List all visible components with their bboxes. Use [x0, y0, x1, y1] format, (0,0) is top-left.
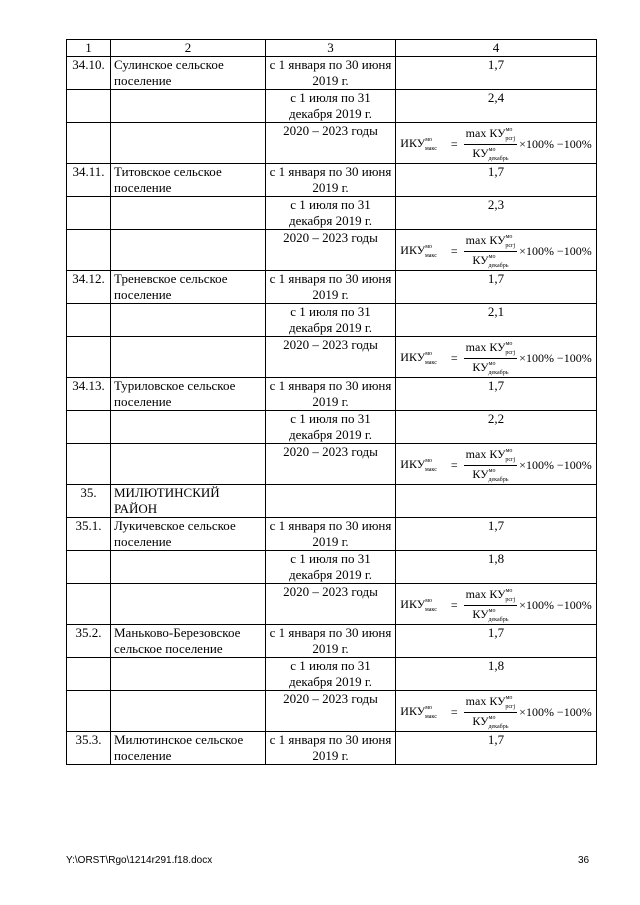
- formula-den-sub: декабрь: [488, 262, 509, 269]
- empty-cell: [67, 337, 111, 378]
- settlement-name: Треневское сельское поселение: [111, 271, 266, 304]
- formula-numerator: [464, 232, 518, 252]
- settlement-name: Лукичевское сельское поселение: [111, 518, 266, 551]
- formula-den-sub: декабрь: [488, 616, 509, 623]
- formula-num-sub: рсгj: [505, 349, 516, 356]
- formula-lhs: [400, 596, 449, 615]
- formula-lhs-text: ИКУ: [400, 349, 426, 364]
- formula-den-text: КУ: [472, 606, 489, 621]
- period-second-half: с 1 июля по 31 декабря 2019 г.: [266, 551, 396, 584]
- table-row: [67, 444, 597, 485]
- formula-num-text: max КУ: [465, 125, 506, 140]
- period-first-half: с 1 января по 30 июня 2019 г.: [266, 57, 396, 90]
- formula-den-sup: мо: [488, 714, 496, 721]
- header-col-1: 1: [67, 40, 111, 57]
- formula-den-sub: декабрь: [488, 369, 509, 376]
- empty-cell: [111, 551, 266, 584]
- period-first-half: с 1 января по 30 июня 2019 г.: [266, 732, 396, 765]
- formula-lhs: [400, 456, 449, 475]
- formula-tail: ×100% −100%: [519, 705, 592, 719]
- footer-page-number: 36: [578, 855, 590, 866]
- formula-num-sub: рсгj: [505, 456, 516, 463]
- formula-tail: ×100% −100%: [519, 458, 592, 472]
- index-value-second-half: 1,8: [396, 551, 597, 584]
- table-row: [67, 551, 597, 584]
- period-second-half: с 1 июля по 31 декабря 2019 г.: [266, 304, 396, 337]
- formula: [399, 444, 593, 484]
- index-value-first-half: 1,7: [396, 732, 597, 765]
- table-row: [67, 164, 597, 197]
- header-col-4: 4: [396, 40, 597, 57]
- period-second-half: с 1 июля по 31 декабря 2019 г.: [266, 197, 396, 230]
- formula-num-text: max КУ: [465, 693, 506, 708]
- table-row: [67, 230, 597, 271]
- empty-cell: [67, 584, 111, 625]
- index-value-first-half: 1,7: [396, 518, 597, 551]
- empty-cell: [111, 230, 266, 271]
- period-2020-2023: 2020 – 2023 годы: [266, 444, 396, 485]
- index-value-first-half: 1,7: [396, 625, 597, 658]
- empty-cell: [111, 444, 266, 485]
- period-2020-2023: 2020 – 2023 годы: [266, 123, 396, 164]
- empty-cell: [111, 90, 266, 123]
- period-2020-2023: 2020 – 2023 годы: [266, 584, 396, 625]
- period-first-half: с 1 января по 30 июня 2019 г.: [266, 378, 396, 411]
- empty-cell: [67, 551, 111, 584]
- empty-cell: [111, 691, 266, 732]
- formula-tail: ×100% −100%: [519, 598, 592, 612]
- formula-fraction: [464, 339, 518, 378]
- index-value-second-half: 2,1: [396, 304, 597, 337]
- formula-den-text: КУ: [472, 145, 489, 160]
- row-number: 34.12.: [67, 271, 111, 304]
- formula-lhs-text: ИКУ: [400, 135, 426, 150]
- formula-den-sub: декабрь: [488, 155, 509, 162]
- header-col-2: 2: [111, 40, 266, 57]
- table-row: [67, 271, 597, 304]
- formula-lhs-sub: макс: [425, 713, 437, 720]
- formula-num-sup: мо: [505, 126, 513, 133]
- formula-fraction: [464, 232, 518, 271]
- settlement-name: Маньково-Березовское сельское поселение: [111, 625, 266, 658]
- formula-fraction: [464, 586, 518, 625]
- formula-denominator: [470, 466, 510, 485]
- formula-num-text: max КУ: [465, 232, 506, 247]
- formula-num-sup: мо: [505, 340, 513, 347]
- header-col-3: 3: [266, 40, 396, 57]
- period-second-half: с 1 июля по 31 декабря 2019 г.: [266, 658, 396, 691]
- formula-lhs-text: ИКУ: [400, 703, 426, 718]
- empty-cell: [111, 337, 266, 378]
- formula-fraction: [464, 125, 518, 164]
- table-row: [67, 658, 597, 691]
- row-number: 35.1.: [67, 518, 111, 551]
- formula-tail: ×100% −100%: [519, 351, 592, 365]
- formula-tail: ×100% −100%: [519, 137, 592, 151]
- formula-num-sup: мо: [505, 587, 513, 594]
- formula-equals: =: [450, 137, 458, 151]
- formula: [399, 123, 593, 163]
- formula-num-sup: мо: [505, 233, 513, 240]
- formula-den-sub: декабрь: [488, 723, 509, 730]
- period-second-half: с 1 июля по 31 декабря 2019 г.: [266, 90, 396, 123]
- empty-cell: [396, 485, 597, 518]
- row-number: 34.10.: [67, 57, 111, 90]
- formula-equals: =: [450, 458, 458, 472]
- settlement-name: Сулинское сельское поселение: [111, 57, 266, 90]
- formula-den-sup: мо: [488, 360, 496, 367]
- formula-equals: =: [450, 351, 458, 365]
- period-first-half: с 1 января по 30 июня 2019 г.: [266, 625, 396, 658]
- empty-cell: [111, 411, 266, 444]
- formula-numerator: [464, 693, 518, 713]
- formula-cell: [396, 337, 597, 378]
- footer-file-path: Y:\ORST\Rgo\1214r291.f18.docx: [66, 855, 213, 866]
- district-name: МИЛЮТИНСКИЙ РАЙОН: [111, 485, 266, 518]
- index-value-first-half: 1,7: [396, 378, 597, 411]
- formula-den-text: КУ: [472, 252, 489, 267]
- formula: [399, 337, 593, 377]
- formula-lhs-sup: мо: [425, 457, 433, 464]
- empty-cell: [266, 485, 396, 518]
- formula-denominator: [470, 359, 510, 378]
- row-number: 34.13.: [67, 378, 111, 411]
- period-2020-2023: 2020 – 2023 годы: [266, 691, 396, 732]
- formula-lhs-sup: мо: [425, 136, 433, 143]
- index-value-second-half: 2,2: [396, 411, 597, 444]
- formula-fraction: [464, 693, 518, 732]
- formula-lhs-text: ИКУ: [400, 596, 426, 611]
- index-value-first-half: 1,7: [396, 164, 597, 197]
- empty-cell: [67, 444, 111, 485]
- formula-den-text: КУ: [472, 713, 489, 728]
- formula-lhs-sub: макс: [425, 466, 437, 473]
- formula-num-text: max КУ: [465, 586, 506, 601]
- empty-cell: [67, 123, 111, 164]
- period-first-half: с 1 января по 30 июня 2019 г.: [266, 164, 396, 197]
- formula-cell: [396, 691, 597, 732]
- period-2020-2023: 2020 – 2023 годы: [266, 337, 396, 378]
- formula-cell: [396, 230, 597, 271]
- formula-lhs-sub: макс: [425, 359, 437, 366]
- formula-tail: ×100% −100%: [519, 244, 592, 258]
- formula-den-sup: мо: [488, 146, 496, 153]
- empty-cell: [67, 230, 111, 271]
- empty-cell: [111, 197, 266, 230]
- empty-cell: [111, 658, 266, 691]
- empty-cell: [67, 90, 111, 123]
- row-number: 35.2.: [67, 625, 111, 658]
- row-number: 35.3.: [67, 732, 111, 765]
- formula-lhs-text: ИКУ: [400, 456, 426, 471]
- formula-num-sub: рсгj: [505, 596, 516, 603]
- formula-lhs-sub: макс: [425, 145, 437, 152]
- period-first-half: с 1 января по 30 июня 2019 г.: [266, 271, 396, 304]
- index-value-first-half: 1,7: [396, 271, 597, 304]
- formula-num-sub: рсгj: [505, 703, 516, 710]
- formula-denominator: [470, 606, 510, 625]
- table-row: [67, 518, 597, 551]
- formula-den-text: КУ: [472, 359, 489, 374]
- table-row: [67, 584, 597, 625]
- table-row: [67, 732, 597, 765]
- settlement-name: Титовское сельское поселение: [111, 164, 266, 197]
- settlement-name: Милютинское сельское поселение: [111, 732, 266, 765]
- formula-lhs-sub: макс: [425, 606, 437, 613]
- formula-lhs-sup: мо: [425, 350, 433, 357]
- formula-equals: =: [450, 705, 458, 719]
- formula-lhs-sup: мо: [425, 597, 433, 604]
- table-row: [67, 123, 597, 164]
- table-row: [67, 337, 597, 378]
- formula-lhs-sub: макс: [425, 252, 437, 259]
- index-value-second-half: 1,8: [396, 658, 597, 691]
- empty-cell: [111, 584, 266, 625]
- formula-lhs: [400, 703, 449, 722]
- tariff-table: [66, 39, 597, 765]
- table-row: [67, 411, 597, 444]
- table-row: [67, 378, 597, 411]
- formula-numerator: [464, 125, 518, 145]
- empty-cell: [67, 411, 111, 444]
- empty-cell: [67, 197, 111, 230]
- empty-cell: [67, 304, 111, 337]
- formula-den-sub: декабрь: [488, 476, 509, 483]
- district-number: 35.: [67, 485, 111, 518]
- formula: [399, 230, 593, 270]
- empty-cell: [111, 123, 266, 164]
- formula-equals: =: [450, 598, 458, 612]
- table-row: [67, 197, 597, 230]
- formula-lhs-text: ИКУ: [400, 242, 426, 257]
- formula-cell: [396, 444, 597, 485]
- table-row: [67, 304, 597, 337]
- formula-den-sup: мо: [488, 607, 496, 614]
- period-first-half: с 1 января по 30 июня 2019 г.: [266, 518, 396, 551]
- index-value-second-half: 2,4: [396, 90, 597, 123]
- formula-cell: [396, 584, 597, 625]
- formula-num-sub: рсгj: [505, 135, 516, 142]
- table-row: [67, 57, 597, 90]
- empty-cell: [111, 304, 266, 337]
- formula-num-sub: рсгj: [505, 242, 516, 249]
- formula: [399, 691, 593, 731]
- formula-cell: [396, 123, 597, 164]
- district-row: [67, 485, 597, 518]
- formula-denominator: [470, 252, 510, 271]
- formula-numerator: [464, 339, 518, 359]
- formula-den-text: КУ: [472, 466, 489, 481]
- formula-num-text: max КУ: [465, 446, 506, 461]
- formula-numerator: [464, 586, 518, 606]
- formula-num-sup: мо: [505, 694, 513, 701]
- formula-denominator: [470, 145, 510, 164]
- empty-cell: [67, 691, 111, 732]
- formula-numerator: [464, 446, 518, 466]
- period-2020-2023: 2020 – 2023 годы: [266, 230, 396, 271]
- index-value-second-half: 2,3: [396, 197, 597, 230]
- formula-num-text: max КУ: [465, 339, 506, 354]
- period-second-half: с 1 июля по 31 декабря 2019 г.: [266, 411, 396, 444]
- formula: [399, 584, 593, 624]
- formula-num-sup: мо: [505, 447, 513, 454]
- formula-lhs: [400, 349, 449, 368]
- formula-den-sup: мо: [488, 467, 496, 474]
- formula-lhs: [400, 242, 449, 261]
- index-value-first-half: 1,7: [396, 57, 597, 90]
- settlement-name: Туриловское сельское поселение: [111, 378, 266, 411]
- formula-fraction: [464, 446, 518, 485]
- formula-lhs-sup: мо: [425, 704, 433, 711]
- formula-den-sup: мо: [488, 253, 496, 260]
- empty-cell: [67, 658, 111, 691]
- table-row: [67, 625, 597, 658]
- table-row: [67, 90, 597, 123]
- table-row: [67, 691, 597, 732]
- formula-equals: =: [450, 244, 458, 258]
- table-header-row: [67, 40, 597, 57]
- row-number: 34.11.: [67, 164, 111, 197]
- formula-denominator: [470, 713, 510, 732]
- formula-lhs: [400, 135, 449, 154]
- formula-lhs-sup: мо: [425, 243, 433, 250]
